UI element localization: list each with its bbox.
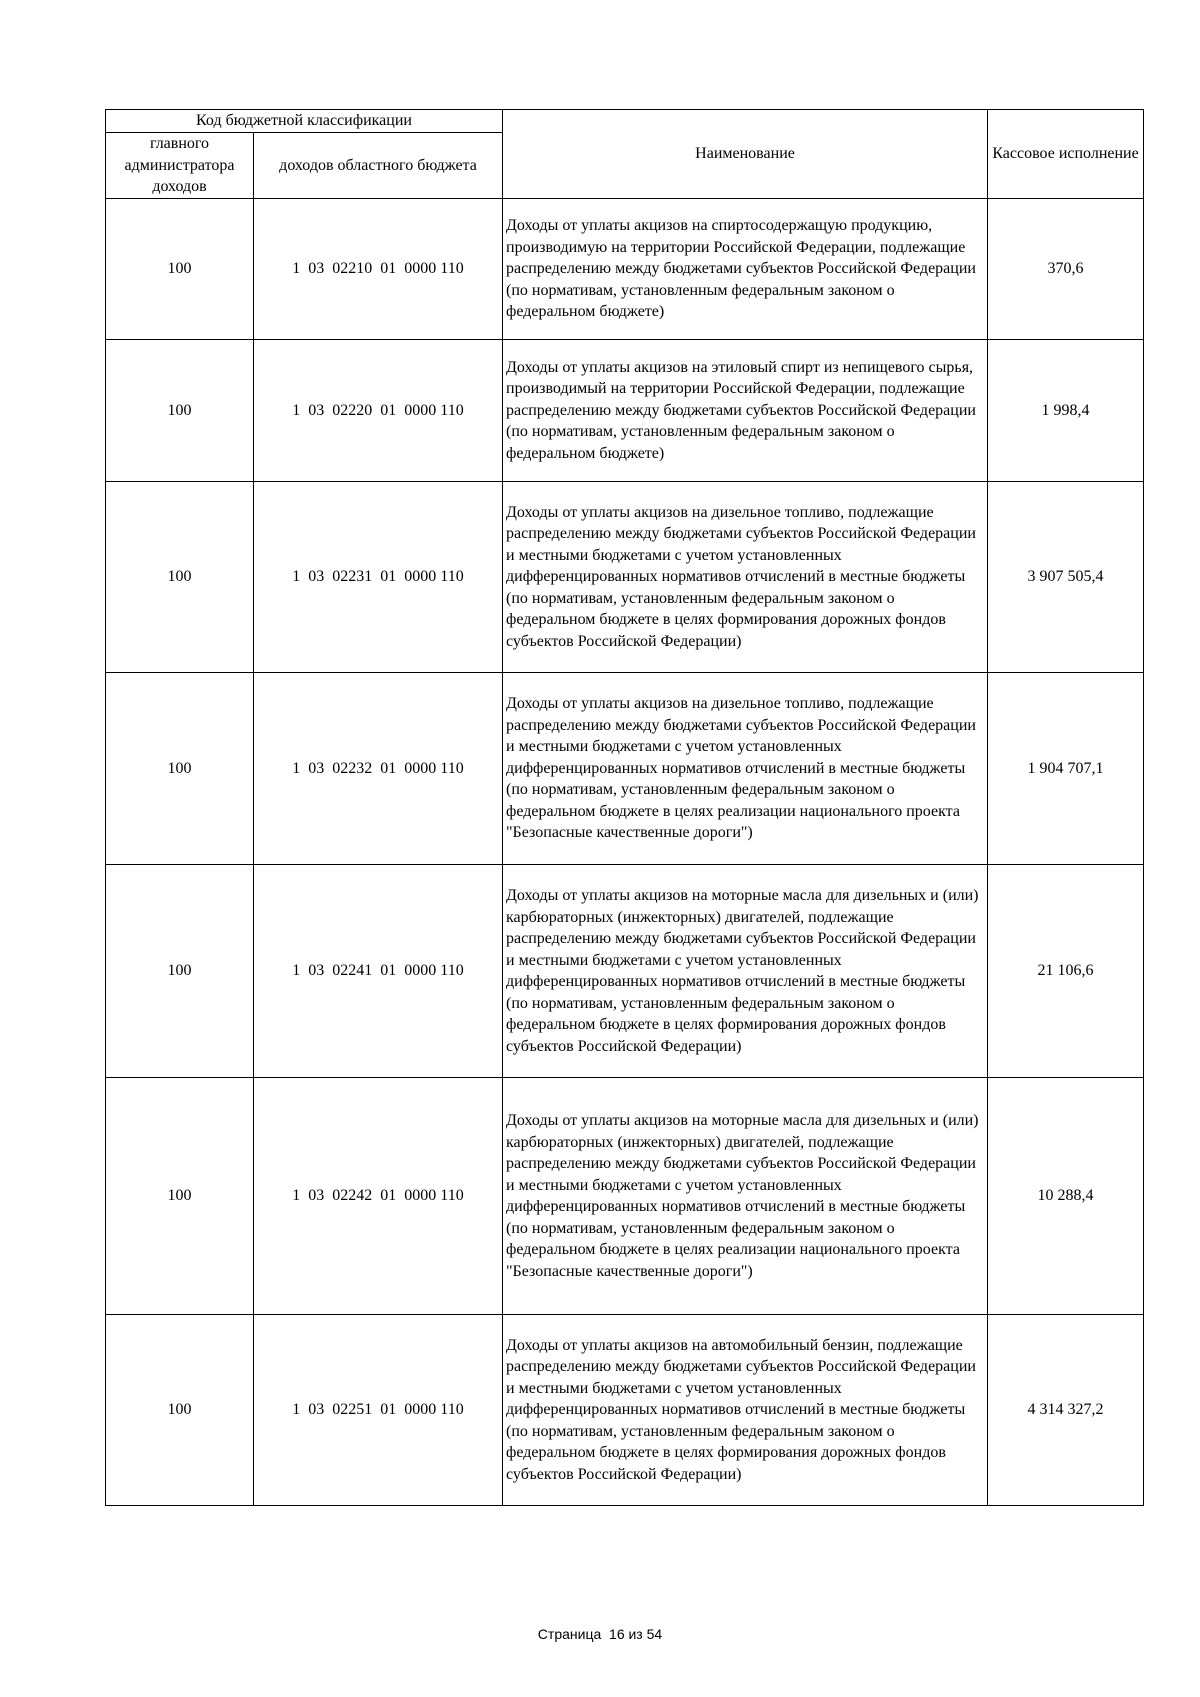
income-name-cell: Доходы от уплаты акцизов на дизельное топливо, подлежащие распределению между бюджетами субъектов Российской Федерации и местными бюджетами с учетом установленных дифференцированных нормативов отчислений в местные бюджеты (по нормативам, установленным федеральным законом о федеральном бюджете в целях реализации национального проекта "Безопасные качественные дороги") — [503, 673, 988, 865]
income-name-cell: Доходы от уплаты акцизов на этиловый спирт из непищевого сырья, производимый на территории Российской Федерации, подлежащие распределению между бюджетами субъектов Российской Федерации (по нормативам, установленным федеральным законом о федеральном бюджете) — [503, 340, 988, 482]
cash-execution-cell: 370,6 — [988, 199, 1144, 340]
page-number: Страница 16 из 54 — [537, 1626, 663, 1642]
income-code-cell: 1 03 02210 01 0000 110 — [254, 199, 503, 340]
admin-code-cell: 100 — [106, 482, 254, 673]
admin-code-cell: 100 — [106, 340, 254, 482]
header-name: Наименование — [503, 110, 988, 199]
table-row — [106, 865, 1144, 1078]
income-name-cell: Доходы от уплаты акцизов на моторные масла для дизельных и (или) карбюраторных (инжекторных) двигателей, подлежащие распределению между бюджетами субъектов Российской Федерации и местными бюджетами с учетом установленных дифференцированных нормативов отчислений в местные бюджеты (по нормативам, установленным федеральным законом о федеральном бюджете в целях реализации национального проекта "Безопасные качественные дороги") — [503, 1078, 988, 1315]
admin-code-cell: 100 — [106, 1315, 254, 1506]
income-code-cell: 1 03 02251 01 0000 110 — [254, 1315, 503, 1506]
cash-execution-cell: 1 904 707,1 — [988, 673, 1144, 865]
income-code-cell: 1 03 02241 01 0000 110 — [254, 865, 503, 1078]
table-row — [106, 482, 1144, 673]
table-row — [106, 199, 1144, 340]
header-budget-classification-code: Код бюджетной классификации — [106, 110, 503, 133]
admin-code-cell: 100 — [106, 199, 254, 340]
table-row — [106, 340, 1144, 482]
income-code-cell: 1 03 02232 01 0000 110 — [254, 673, 503, 865]
income-name-cell: Доходы от уплаты акцизов на моторные масла для дизельных и (или) карбюраторных (инжекторных) двигателей, подлежащие распределению между бюджетами субъектов Российской Федерации и местными бюджетами с учетом установленных дифференцированных нормативов отчислений в местные бюджеты (по нормативам, установленным федеральным законом о федеральном бюджете в целях формирования дорожных фондов субъектов Российской Федерации) — [503, 865, 988, 1078]
cash-execution-cell: 1 998,4 — [988, 340, 1144, 482]
table-row — [106, 1315, 1144, 1506]
table-row — [106, 673, 1144, 865]
income-name-cell: Доходы от уплаты акцизов на дизельное топливо, подлежащие распределению между бюджетами субъектов Российской Федерации и местными бюджетами с учетом установленных дифференцированных нормативов отчислений в местные бюджеты (по нормативам, установленным федеральным законом о федеральном бюджете в целях формирования дорожных фондов субъектов Российской Федерации) — [503, 482, 988, 673]
header-cash-execution: Кассовое исполнение — [988, 110, 1144, 199]
income-code-cell: 1 03 02231 01 0000 110 — [254, 482, 503, 673]
header-chief-administrator: главного администратора доходов — [106, 133, 254, 199]
admin-code-cell: 100 — [106, 673, 254, 865]
income-code-cell: 1 03 02242 01 0000 110 — [254, 1078, 503, 1315]
cash-execution-cell: 10 288,4 — [988, 1078, 1144, 1315]
header-regional-budget-income: доходов областного бюджета — [254, 133, 503, 199]
income-name-cell: Доходы от уплаты акцизов на спиртосодержащую продукцию, производимую на территории Российской Федерации, подлежащие распределению между бюджетами субъектов Российской Федерации (по нормативам, установленным федеральным законом о федеральном бюджете) — [503, 199, 988, 340]
income-name-cell: Доходы от уплаты акцизов на автомобильный бензин, подлежащие распределению между бюджетами субъектов Российской Федерации и местными бюджетами с учетом установленных дифференцированных нормативов отчислений в местные бюджеты (по нормативам, установленным федеральным законом о федеральном бюджете в целях формирования дорожных фондов субъектов Российской Федерации) — [503, 1315, 988, 1506]
budget-revenue-table — [105, 109, 1144, 1506]
cash-execution-cell: 21 106,6 — [988, 865, 1144, 1078]
admin-code-cell: 100 — [106, 865, 254, 1078]
table-row — [106, 1078, 1144, 1315]
cash-execution-cell: 3 907 505,4 — [988, 482, 1144, 673]
cash-execution-cell: 4 314 327,2 — [988, 1315, 1144, 1506]
admin-code-cell: 100 — [106, 1078, 254, 1315]
income-code-cell: 1 03 02220 01 0000 110 — [254, 340, 503, 482]
